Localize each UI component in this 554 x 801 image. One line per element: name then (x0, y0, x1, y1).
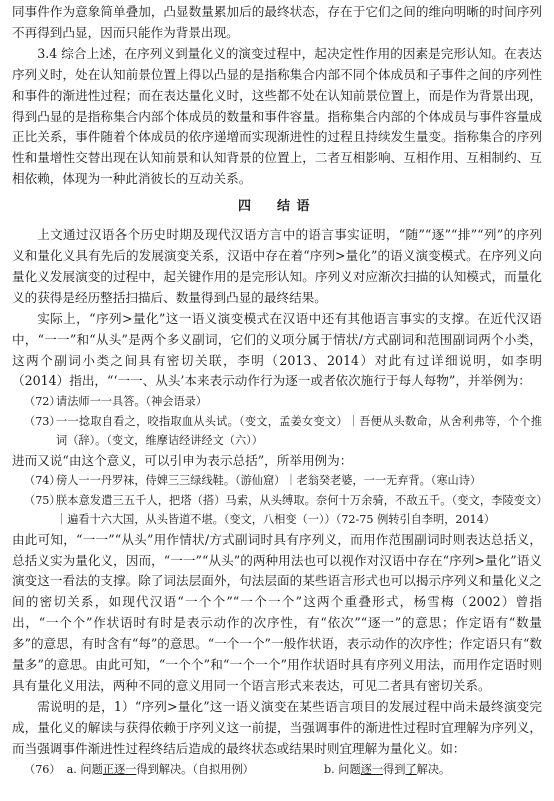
paragraph-3-4-summary: 3.4 综合上述，在序列义到量化义的演变过程中，起决定性作用的因素是完形认知。在表达序列义时，处在认知前景位置上得以凸显的是指称集合内部不同个体成员和子事件之间的序列性和事件的渐进性过程；而在表达量化义时，这些都不处在认知前景位置上，而是作为背景出现，得到凸显的是指称集合内部个体成员的数量和事件容量。指称集合内部的个体成员与事件容量成正比关系，事件随着个体成员的依序递增而实现渐进性的过程且持续发生量变。指称集合的序列性和量增性交替出现在认知前景和认知背景的位置上，二者互相影响、互相作用、互相制约、互相依赖，体现为一种此消彼长的互动关系。 (12, 45, 542, 187)
example-76-b-label: b. 问题 (324, 762, 361, 776)
example-76-b-underlined-2: 了 (405, 762, 417, 776)
paragraph-note: 需说明的是，1）“序列>量化”这一语义演变在某些语言项目的发展过程中尚未最终演变完成，量化义的解读与获得依赖于序列义这一前提，当强调事件的渐进性过程时宜理解为序列义，而当强调事件渐进性过程终结后造成的最终状态或结果时则宜理解为量化义。如： (12, 698, 542, 756)
example-text: 请法师一一具答。（神会语录） (56, 395, 208, 409)
example-number: （73） (24, 414, 61, 428)
example-number: （72） (24, 395, 61, 409)
example-number: （76） (24, 762, 61, 776)
example-76-a-underlined: 正逐一 (102, 762, 137, 776)
example-73 (12, 412, 542, 451)
paragraph-analysis: 由此可知，“一一”“从头”用作情状/方式副词时具有序列义，而用作范围副词时则表达总括义，总括义实为量化义，因而，“一一”“从头”的两种用法也可以视作对汉语中存在“序列>量化”语义演变这一看法的支撑。除了词法层面外，句法层面的某些语言形式也可以揭示序列义和量化义之间的密切关系，如现代汉语“一个个”“一个一个”这两个重叠形式，杨雪梅（2002）曾指出，“一个个”作状语时有时是表示动作的次序性，有“依次”“逐一”的意思；作定语有“数量多”的意思，有时含有“每”的意思。“一个一个”一般作状语，表示动作的次序性；作定语只有“数量多”的意思。由此可知，“一个个”和“一个一个”用作状语时具有序列义用法，而用作定语时则具有量化义用法，两种不同的意义用同一个语言形式来表达，可见二者具有密切关系。 (12, 531, 542, 693)
example-group-1 (12, 392, 542, 450)
paragraph-further: 进而又说“由这个意义，可以引申为表示总括”，所举用例为： (12, 452, 353, 468)
example-76 (12, 760, 542, 779)
example-76-a-rest: 得到解决。（自拟用例） (136, 762, 254, 776)
example-text: 一一捻取自看之，咬指取血从头试。（变文，孟姜女变文）｜吾便从头数命，从舍利弗等，个个推词（辞）。（变文，维摩诘经讲经文（六）） (56, 414, 542, 448)
paragraph-conclusion: 上文通过汉语各个历史时期及现代汉语方言中的语言事实证明，“随”“逐”“排”“列”的序列义和量化义具有先后的发展演变关系，汉语中存在着“序列>量化”的语义演变模式。在序列义向量化义发展演变的过程中，起关键作用的是完形认知。序列义对应渐次扫描的认知模式，而量化义的获得是经历整括扫描后、数量得到凸显的最终结果。 (12, 227, 542, 305)
paragraph-intro-continuation: 同事件作为意象简单叠加，凸显数量累加后的最终状态，存在于它们之间的维向明晰的时间序列不再得到凸显，因而只能作为背景出现。 (12, 4, 542, 40)
example-number: （75） (24, 493, 61, 507)
example-75 (12, 491, 542, 530)
example-76-a-label: a. 问题 (66, 762, 103, 776)
section-title: 四 结语 (237, 199, 316, 215)
paragraph-support: 实际上，“序列>量化”这一语义演变模式在汉语中还有其他语言事实的支撑。在近代汉语中，“一一”和“从头”是两个多义副词，它们的义项分属于情状/方式副词和范围副词两个小类，这两个副词小类之间具有密切关联，李明（2013、2014）对此有过详细说明，如李明（2014）指出，“‘一一、从头’本来表示动作行为逐一或者依次施行于每人每物”，并举例为： (12, 310, 542, 389)
example-76-a (67, 763, 254, 776)
example-76-b (324, 760, 450, 779)
example-text: 朕本意发遣三五千人，把塔（搭）马索，从头缚取。奈何十万余骑，不敌五千。（变文，李陵变文）｜遍看十六大国，从头皆道不堪。（变文，八相变（一））（72-75 例转引自李明，2014） (56, 493, 542, 527)
example-76-b-mid: 得到 (383, 762, 406, 776)
example-74 (12, 471, 542, 490)
example-76-b-underlined: 逐一 (360, 762, 384, 776)
example-text: 傍人一一丹罗袜，侍婢三三绿线鞋。（游仙窟）｜老翁癸老婆，一一无弃背。（寒山诗） (56, 474, 482, 488)
example-group-2 (12, 471, 542, 529)
example-76-b-rest: 解决。 (416, 762, 451, 776)
example-72 (12, 392, 542, 411)
example-number: （74） (24, 474, 61, 488)
